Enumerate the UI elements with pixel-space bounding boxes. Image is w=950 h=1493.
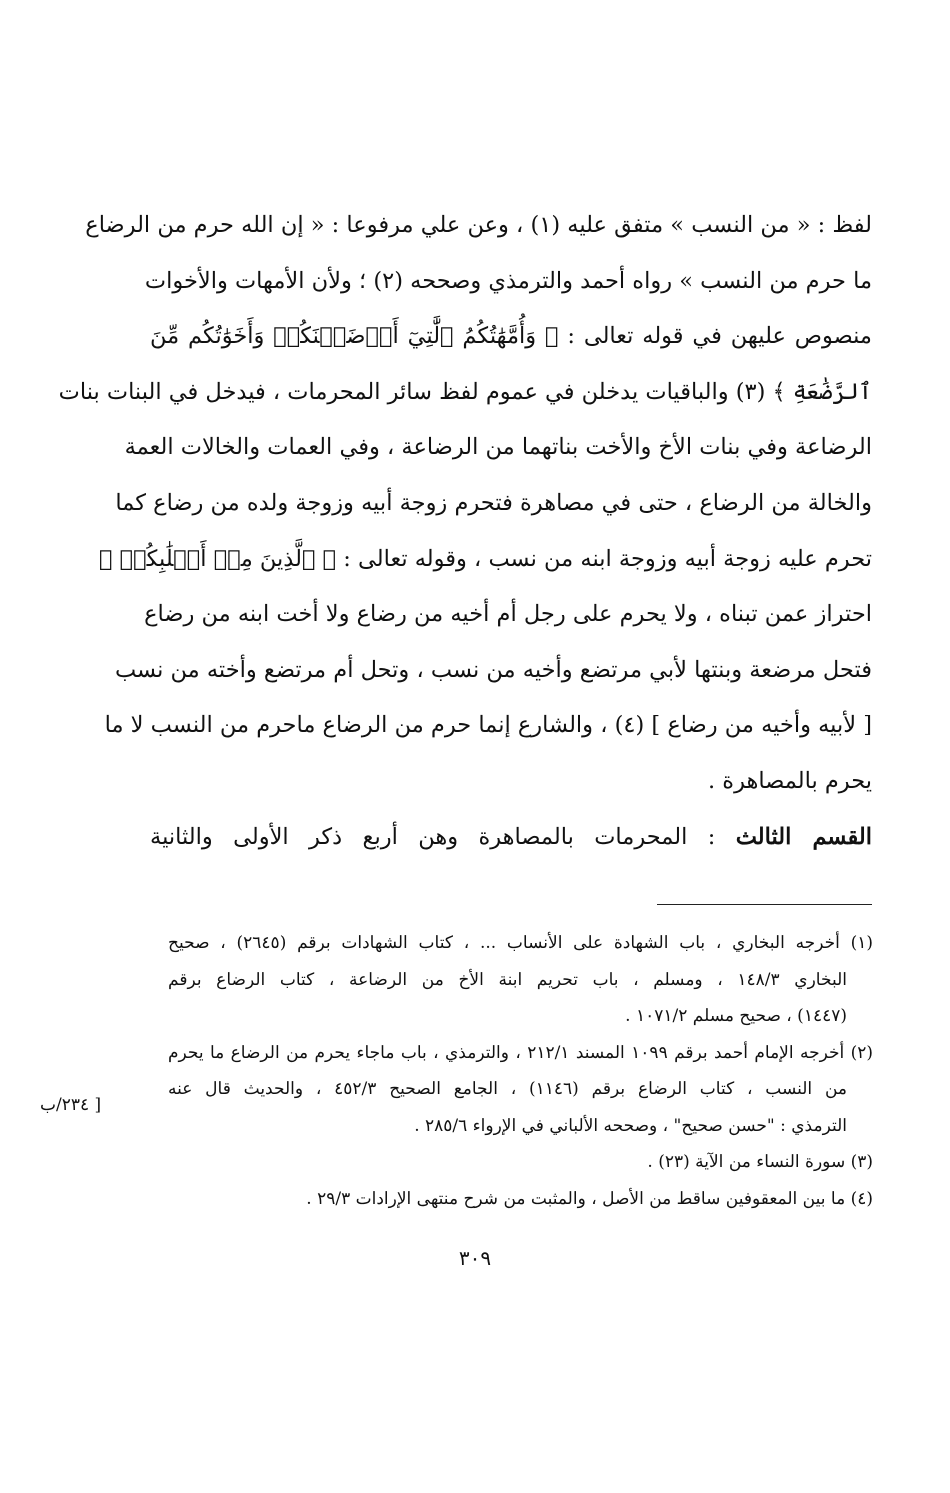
text-line: تحرم عليه زوجة أبيه وزوجة ابنه من نسب ، وقوله تعالى : ﴿ ٱلَّذِينَ مِنۡ أَصۡلَٰبِكُمۡ ﴾ bbox=[98, 545, 872, 572]
section-heading: القسم الثالث bbox=[735, 823, 872, 850]
text-line: احتراز عمن تبناه ، ولا يحرم على رجل أم أخيه من رضاع ولا أخت ابنه من رضاع bbox=[144, 601, 872, 628]
text-line: الرضاعة وفي بنات الأخ والأخت بناتهما من الرضاعة ، وفي العمات والخالات العمة bbox=[124, 434, 872, 461]
footnote-divider bbox=[657, 904, 872, 905]
footnote-line: (١) أخرجه البخاري ، باب الشهادة على الأنساب ... ، كتاب الشهادات برقم (٢٦٤٥) ، صحيح bbox=[168, 933, 873, 953]
main-text bbox=[58, 198, 872, 865]
footnote-line: الترمذي : "حسن صحيح" ، وصححه الألباني في الإرواء ٢٨٥/٦ . bbox=[414, 1115, 847, 1136]
text-line: يحرم بالمصاهرة . bbox=[707, 767, 872, 794]
footnote-line: (٢) أخرجه الإمام أحمد برقم ١٠٩٩ المسند ٢١٢/١ ، والترمذي ، باب ماجاء يحرم من الرضاع ما يحرم bbox=[168, 1042, 874, 1063]
text-line: ٱلرَّضَٰعَةِ ﴾ (٣) والباقيات يدخلن في عموم لفظ سائر المحرمات ، فيدخل في البنات بنات bbox=[58, 378, 872, 405]
text-line: منصوص عليهن في قوله تعالى : ﴿ وَأُمَّهَٰتُكُمُ ٱلَّٰتِيٓ أَرۡضَعۡنَكُمۡ وَأَخَوَٰتُكُم مِّنَ bbox=[150, 323, 872, 350]
text-line: [ لأبيه وأخيه من رضاع ] (٤) ، والشارع إنما حرم من الرضاع ماحرم من النسب لا ما bbox=[104, 712, 872, 739]
text-line: والخالة من الرضاع ، حتى في مصاهرة فتحرم زوجة أبيه وزوجة ولده من رضاع كما bbox=[115, 489, 872, 516]
footnote-line: من النسب ، كتاب الرضاع برقم (١١٤٦) ، الجامع الصحيح ٤٥٢/٣ ، والحديث قال عنه bbox=[168, 1079, 847, 1099]
footnote-line: البخاري ١٤٨/٣ ، ومسلم ، باب تحريم ابنة الأخ من الرضاعة ، كتاب الرضاع برقم bbox=[168, 969, 847, 990]
footnotes bbox=[168, 925, 873, 1217]
footnote-line: (١٤٤٧) ، صحيح مسلم ١٠٧١/٢ . bbox=[625, 1006, 847, 1026]
section-line bbox=[150, 810, 872, 866]
text-line: لفظ : « من النسب » متفق عليه (١) ، وعن علي مرفوعا : « إن الله حرم من الرضاع bbox=[85, 212, 872, 238]
manuscript-folio-reference: [ ٢٣٤/ب bbox=[40, 1095, 102, 1115]
page-number: ٣٠٩ bbox=[458, 1246, 492, 1270]
text-line: ما حرم من النسب » رواه أحمد والترمذي وصححه (٢) ؛ ولأن الأمهات والأخوات bbox=[144, 267, 872, 294]
section-text: : المحرمات بالمصاهرة وهن أربع ذكر الأولى والثانية bbox=[150, 823, 736, 850]
text-line: فتحل مرضعة وبنتها لأبي مرتضع وأخيه من نسب ، وتحل أم مرتضع وأخته من نسب bbox=[114, 656, 872, 683]
footnote-line: (٣) سورة النساء من الآية (٢٣) . bbox=[647, 1152, 873, 1172]
footnote-line: (٤) ما بين المعقوفين ساقط من الأصل ، والمثبت من شرح منتهى الإرادات ٢٩/٣ . bbox=[306, 1188, 873, 1209]
